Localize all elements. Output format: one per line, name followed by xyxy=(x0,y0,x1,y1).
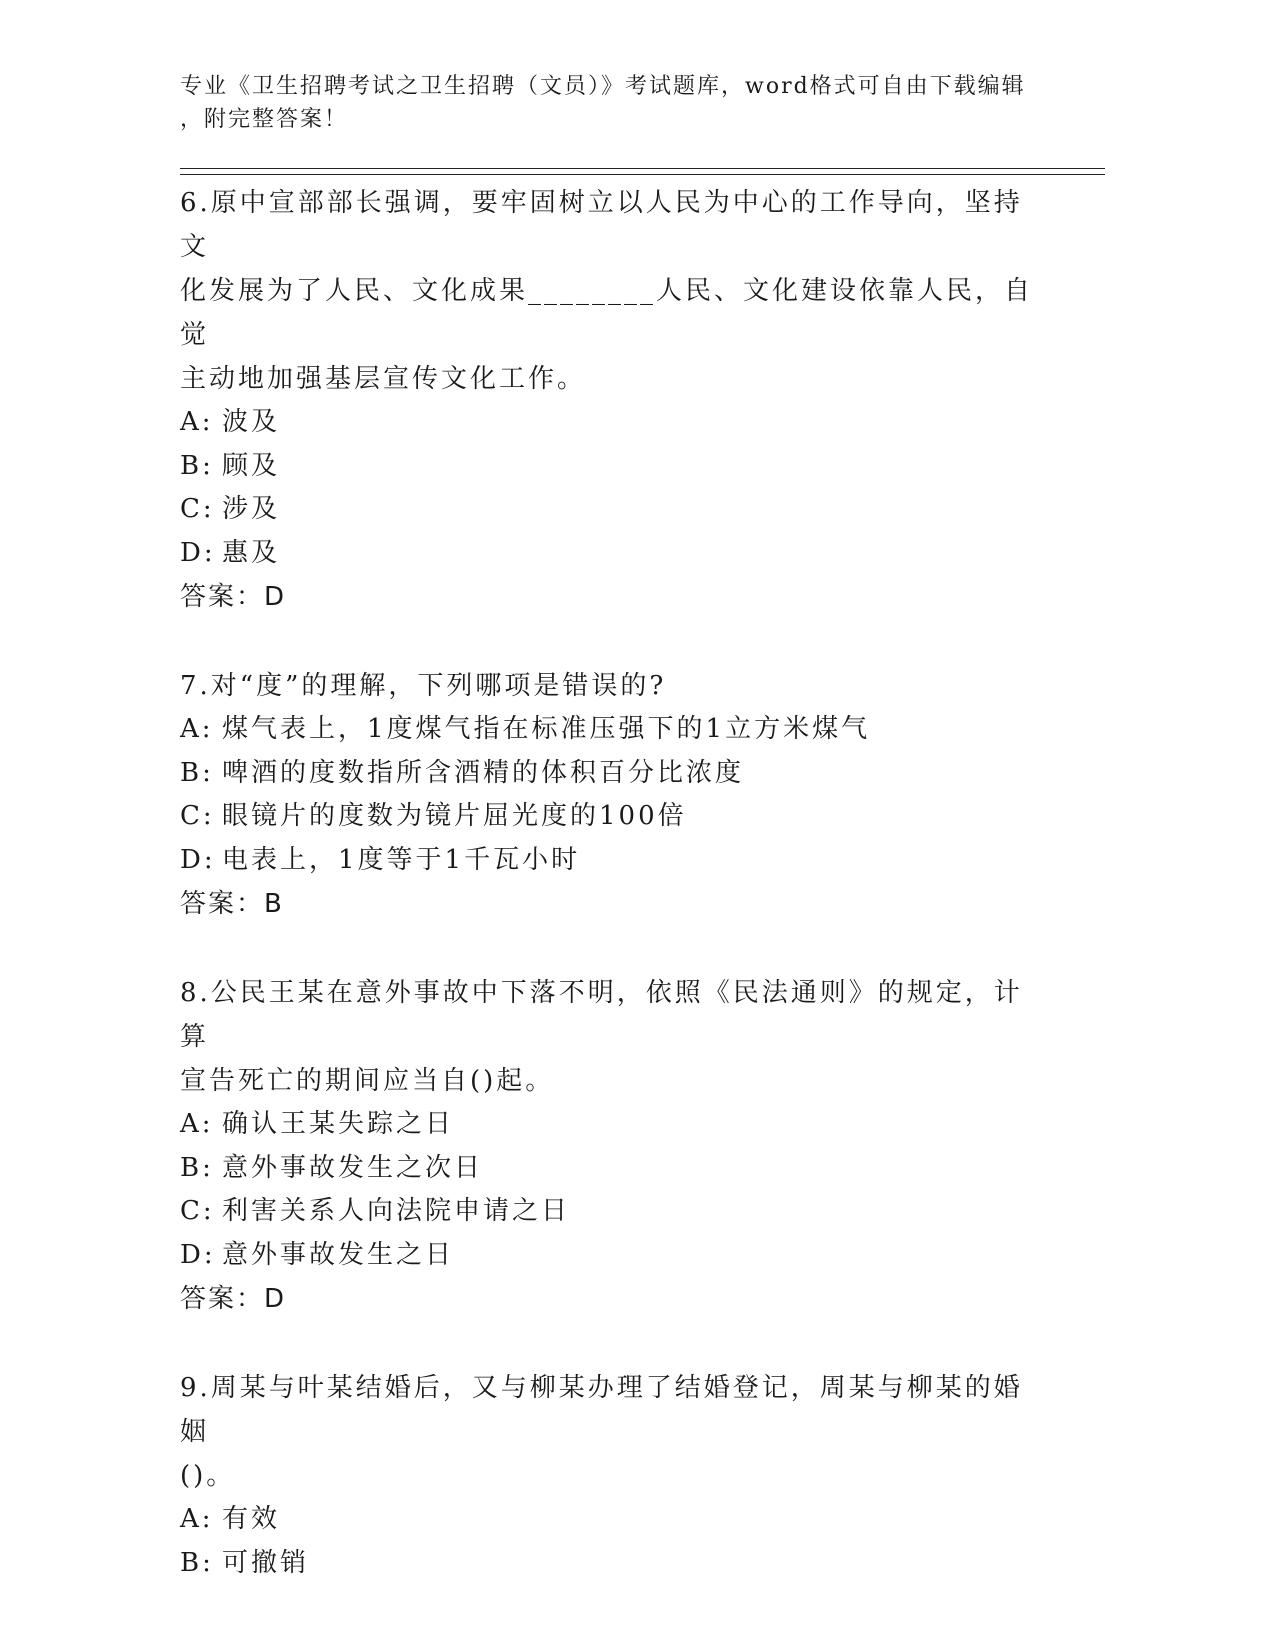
stem-line: 化发展为了人民、文化成果________人民、文化建设依靠人民，自觉 xyxy=(180,276,1034,350)
question-7 xyxy=(180,664,1040,926)
stem-line: 主动地加强基层宣传文化工作。 xyxy=(180,364,587,394)
question-spacer xyxy=(180,1321,1040,1366)
header-divider-top xyxy=(180,168,1105,169)
option-text: 煤气表上，1度煤气指在标准压强下的1立方米煤气 xyxy=(222,714,871,744)
option-d xyxy=(180,1234,1040,1278)
option-text: 确认王某失踪之日 xyxy=(222,1109,455,1139)
option-b xyxy=(180,1542,1040,1586)
document-header xyxy=(180,70,1040,136)
header-line-1: 专业《卫生招聘考试之卫生招聘（文员）》考试题库，word格式可自由下载编辑 xyxy=(180,74,1026,99)
option-c xyxy=(180,488,1040,532)
option-text: 眼镜片的度数为镜片屈光度的100倍 xyxy=(222,801,687,831)
option-text: 利害关系人向法院申请之日 xyxy=(222,1196,571,1226)
option-a xyxy=(180,1498,1040,1542)
option-text: 啤酒的度数指所含酒精的体积百分比浓度 xyxy=(222,757,745,788)
option-b xyxy=(180,445,1040,489)
option-letter: A: xyxy=(180,1504,214,1534)
option-letter: B: xyxy=(180,757,214,788)
question-stem xyxy=(180,664,1040,708)
header-line-2: ，附完整答案！ xyxy=(180,107,349,132)
option-d xyxy=(180,532,1040,576)
option-text: 涉及 xyxy=(222,494,281,524)
option-text: 可撤销 xyxy=(222,1547,310,1578)
option-letter: D: xyxy=(180,1239,216,1270)
option-letter: C: xyxy=(180,801,215,831)
question-8 xyxy=(180,971,1040,1321)
question-stem xyxy=(180,971,1040,1103)
option-a xyxy=(180,708,1040,752)
answer-line: 答案：B xyxy=(180,889,284,919)
question-spacer xyxy=(180,619,1040,664)
option-text: 意外事故发生之日 xyxy=(222,1239,455,1270)
stem-line: 9.周某与叶某结婚后，又与柳某办理了结婚登记，周某与柳某的婚姻 xyxy=(180,1373,1023,1447)
option-letter: B: xyxy=(180,1152,214,1183)
option-letter: B: xyxy=(180,450,214,481)
question-stem xyxy=(180,181,1040,401)
stem-line: ()。 xyxy=(180,1461,236,1491)
question-spacer xyxy=(180,926,1040,971)
question-list xyxy=(180,181,1040,1585)
option-letter: A: xyxy=(180,714,214,744)
answer-line: 答案：D xyxy=(180,1284,287,1314)
option-letter: A: xyxy=(180,1109,214,1139)
option-text: 电表上，1度等于1千瓦小时 xyxy=(222,844,581,875)
option-b xyxy=(180,1147,1040,1191)
option-text: 有效 xyxy=(222,1504,281,1534)
option-letter: C: xyxy=(180,1196,215,1226)
answer-line: 答案：D xyxy=(180,582,287,612)
stem-line: 7.对“度”的理解，下列哪项是错误的? xyxy=(180,671,667,701)
option-letter: C: xyxy=(180,494,215,524)
option-text: 意外事故发生之次日 xyxy=(222,1152,484,1183)
option-letter: B: xyxy=(180,1547,214,1578)
option-a xyxy=(180,1103,1040,1147)
stem-line: 8.公民王某在意外事故中下落不明，依照《民法通则》的规定，计算 xyxy=(180,978,1023,1052)
header-divider-bottom xyxy=(180,174,1105,175)
question-6 xyxy=(180,181,1040,619)
option-letter: A: xyxy=(180,407,214,437)
stem-line: 宣告死亡的期间应当自()起。 xyxy=(180,1066,555,1096)
question-stem xyxy=(180,1366,1040,1498)
stem-line: 6.原中宣部部长强调，要牢固树立以人民为中心的工作导向，坚持文 xyxy=(180,188,1023,262)
option-text: 惠及 xyxy=(222,537,281,568)
option-b xyxy=(180,752,1040,796)
option-d xyxy=(180,839,1040,883)
option-text: 波及 xyxy=(222,407,281,437)
option-text: 顾及 xyxy=(222,450,281,481)
option-c xyxy=(180,795,1040,839)
option-a xyxy=(180,401,1040,445)
option-c xyxy=(180,1190,1040,1234)
option-letter: D: xyxy=(180,537,216,568)
question-9 xyxy=(180,1366,1040,1585)
option-letter: D: xyxy=(180,844,216,875)
